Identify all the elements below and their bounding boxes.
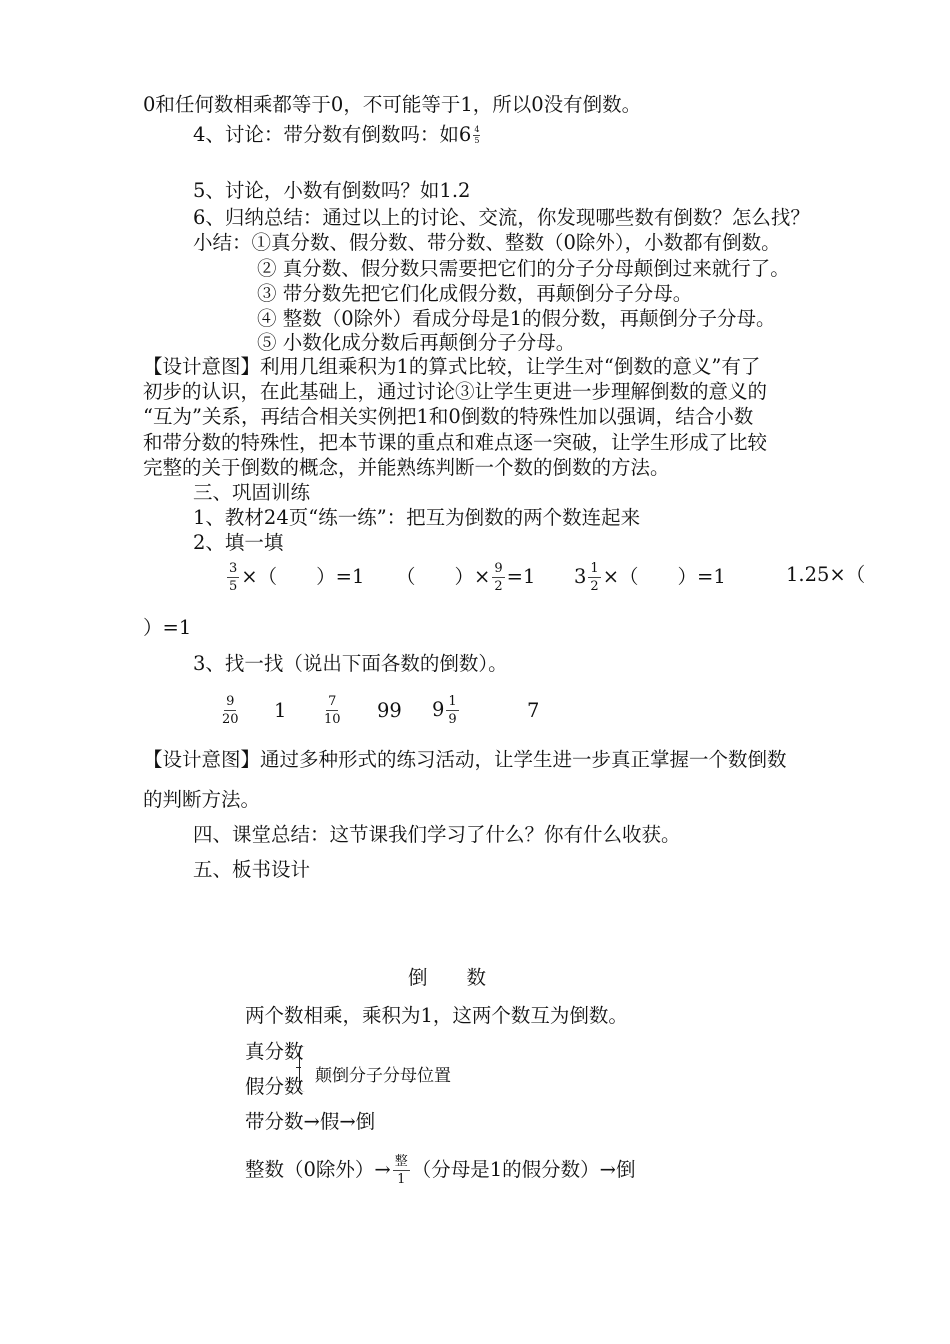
fraction xyxy=(446,695,458,726)
numerator: 7 xyxy=(328,694,337,709)
mixed-whole: 6 xyxy=(458,123,472,146)
find-item-2: 1 xyxy=(274,699,287,722)
brace-tip xyxy=(296,1067,301,1068)
fill-expression-4-tail: ）=1 xyxy=(143,616,192,639)
text-line-mixed-number xyxy=(193,122,482,148)
text-line: 3、找一找（说出下面各数的倒数）。 xyxy=(193,652,508,675)
expression-rest: =1 xyxy=(506,565,536,588)
board-proper-fraction: 真分数 xyxy=(245,1040,304,1063)
numerator: 9 xyxy=(494,561,503,576)
fraction xyxy=(492,562,504,593)
fraction xyxy=(473,126,480,145)
board-improper-fraction: 假分数 xyxy=(245,1075,304,1098)
text-segment: 整数（0除外）→ xyxy=(245,1158,391,1181)
board-integer-rule xyxy=(245,1155,636,1186)
design-intent: 的判断方法。 xyxy=(143,788,261,811)
numerator: 整 xyxy=(394,1154,408,1169)
denominator: 10 xyxy=(324,712,341,727)
find-item-4: 99 xyxy=(377,699,402,722)
expression-prefix: （ ）× xyxy=(396,565,491,588)
text-line: ⑤ 小数化成分数后再颠倒分子分母。 xyxy=(257,331,576,354)
numerator: 1 xyxy=(448,694,457,709)
fraction xyxy=(227,562,239,593)
design-intent: 初步的认识，在此基础上，通过讨论③让学生更进一步理解倒数的意义的 xyxy=(143,380,768,403)
mixed-whole: 3 xyxy=(574,565,587,588)
text-line: ② 真分数、假分数只需要把它们的分子分母颠倒过来就行了。 xyxy=(257,257,790,280)
fraction xyxy=(220,695,241,726)
board-mixed-number: 带分数→假→倒 xyxy=(245,1110,376,1133)
text-line: ③ 带分数先把它们化成假分数，再颠倒分子分母。 xyxy=(257,282,693,305)
fraction xyxy=(322,695,343,726)
text-line: 0和任何数相乘都等于0，不可能等于1，所以0没有倒数。 xyxy=(143,93,642,116)
fraction xyxy=(393,1155,410,1186)
denominator: 2 xyxy=(494,579,503,594)
numerator: 3 xyxy=(229,561,238,576)
text-line: 5、讨论，小数有倒数吗？如1.2 xyxy=(193,179,471,202)
design-intent: 【设计意图】通过多种形式的练习活动，让学生进一步真正掌握一个数倒数 xyxy=(143,748,787,771)
text-line: ④ 整数（0除外）看成分母是1的假分数，再颠倒分子分母。 xyxy=(257,307,776,330)
text-line: 1、教材24页“练一练”：把互为倒数的两个数连起来 xyxy=(193,506,641,529)
text-segment: （分母是1的假分数）→倒 xyxy=(411,1158,636,1181)
fraction xyxy=(588,562,600,593)
denominator: 2 xyxy=(590,579,599,594)
section-heading: 四、课堂总结：这节课我们学习了什么？你有什么收获。 xyxy=(193,823,681,846)
design-intent: 和带分数的特殊性，把本节课的重点和难点逐一突破，让学生形成了比较 xyxy=(143,431,768,454)
numerator: 9 xyxy=(226,694,235,709)
expression-rest: ×（ ）=1 xyxy=(602,565,726,588)
mixed-whole: 9 xyxy=(432,698,445,721)
denominator: 1 xyxy=(397,1172,406,1187)
fill-expression-3 xyxy=(574,562,726,593)
denominator: 20 xyxy=(222,712,239,727)
section-heading: 三、巩固训练 xyxy=(193,481,311,504)
design-intent: 完整的关于倒数的概念，并能熟练判断一个数的倒数的方法。 xyxy=(143,456,670,479)
denominator: 5 xyxy=(474,136,480,145)
find-item-5 xyxy=(432,695,461,726)
section-heading: 五、板书设计 xyxy=(193,858,311,881)
numerator: 4 xyxy=(474,125,480,134)
text-segment: 4、讨论：带分数有倒数吗：如 xyxy=(193,123,459,146)
board-title: 倒 数 xyxy=(408,966,487,989)
find-item-1 xyxy=(218,695,243,726)
text-line: 6、归纳总结：通过以上的讨论、交流，你发现哪些数有倒数？怎么找？ xyxy=(193,206,810,229)
fill-expression-4: 1.25×（ xyxy=(786,563,866,586)
fill-expression-2 xyxy=(396,562,535,593)
design-intent: 【设计意图】利用几组乘积为1的算式比较，让学生对“倒数的意义”有了 xyxy=(143,355,761,378)
denominator: 5 xyxy=(229,579,238,594)
find-item-6: 7 xyxy=(527,699,540,722)
design-intent: “互为”关系，再结合相关实例把1和0倒数的特殊性加以强调，结合小数 xyxy=(143,405,754,428)
denominator: 9 xyxy=(448,712,457,727)
board-definition: 两个数相乘，乘积为1，这两个数互为倒数。 xyxy=(245,1004,628,1027)
find-item-3 xyxy=(320,695,345,726)
text-line: 小结：①真分数、假分数、带分数、整数（0除外），小数都有倒数。 xyxy=(193,231,781,254)
board-swap-note: 颠倒分子分母位置 xyxy=(315,1066,451,1086)
fill-expression-1 xyxy=(225,562,364,593)
numerator: 1 xyxy=(590,561,599,576)
expression-rest: ×（ ）=1 xyxy=(241,565,365,588)
text-line: 2、填一填 xyxy=(193,531,284,554)
